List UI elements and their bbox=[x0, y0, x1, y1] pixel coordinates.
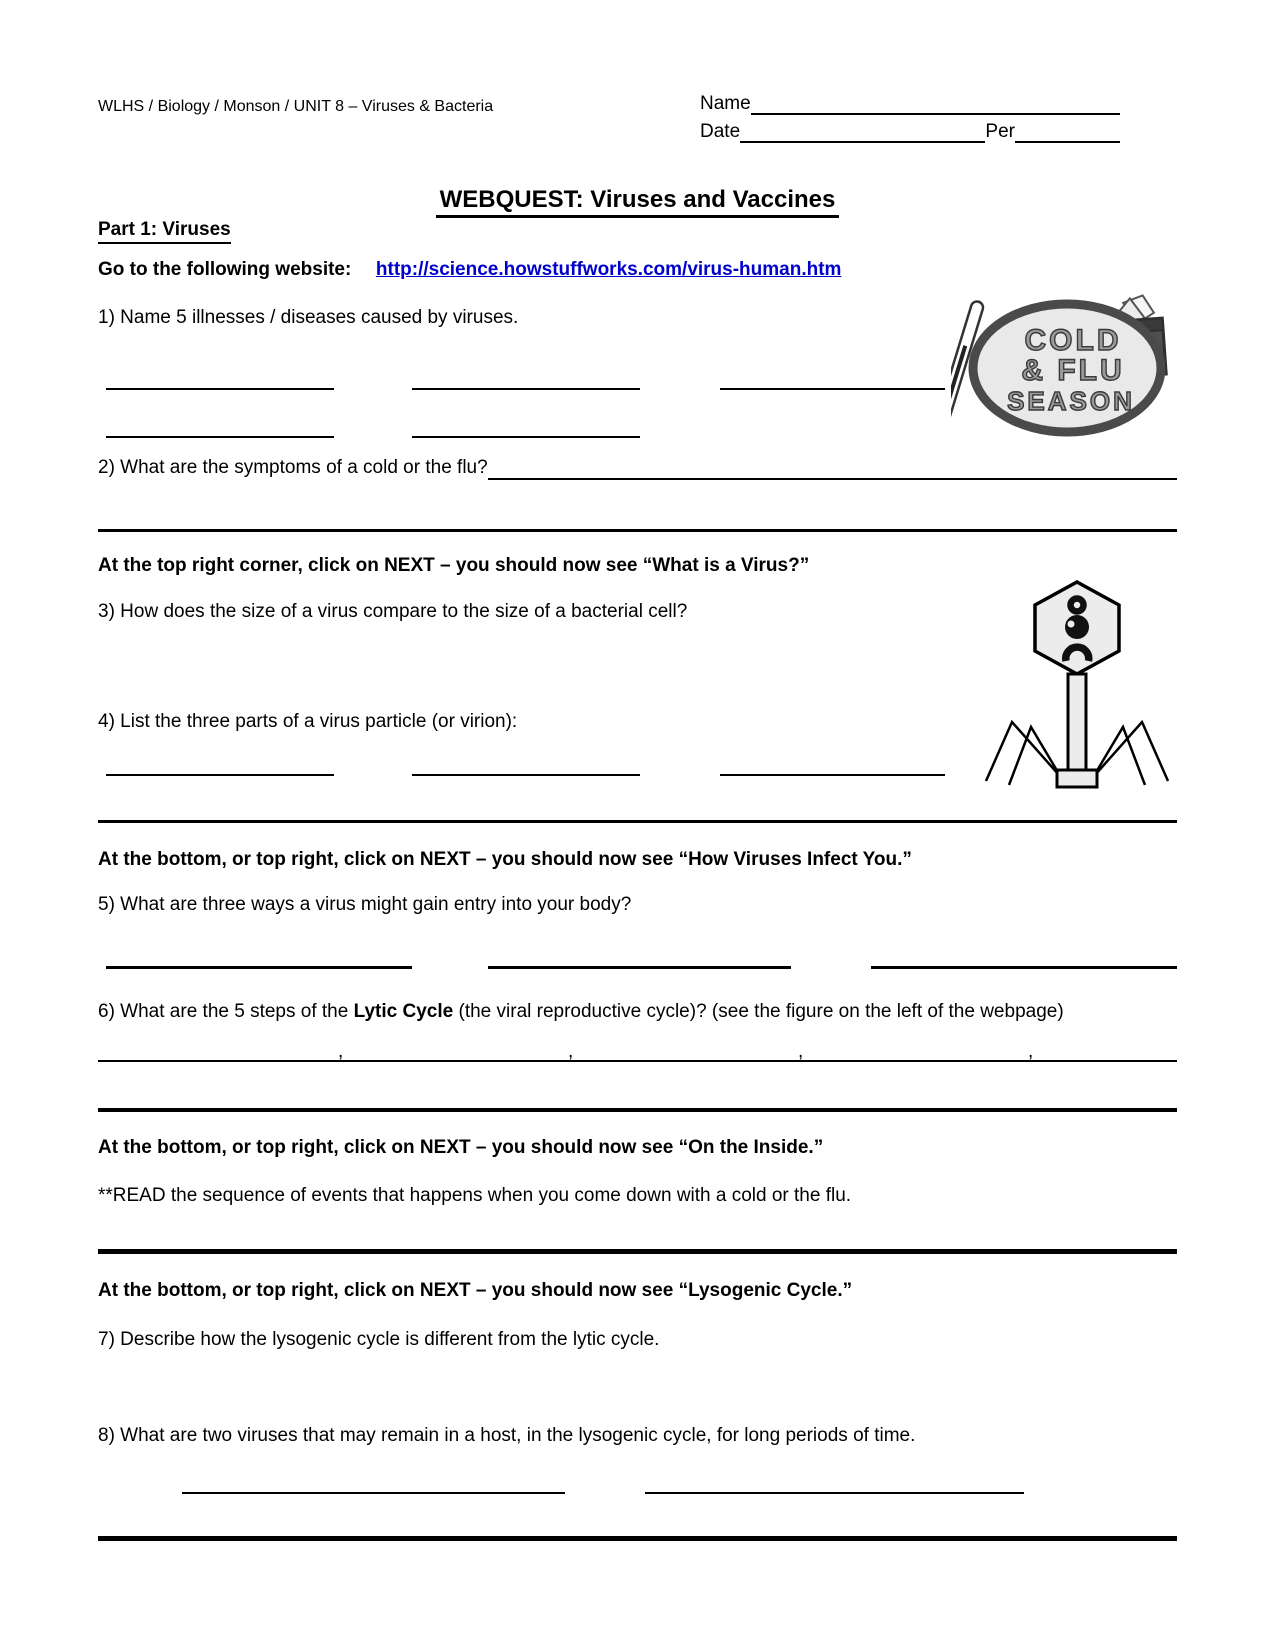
answer-blank bbox=[106, 966, 412, 969]
sign-text bbox=[1007, 324, 1135, 416]
answer-blank bbox=[871, 966, 1177, 969]
website-link[interactable]: http://science.howstuffworks.com/virus-human.htm bbox=[375, 259, 842, 280]
name-row bbox=[700, 92, 1120, 115]
question-7: 7) Describe how the lysogenic cycle is different from the lytic cycle. bbox=[98, 1329, 660, 1350]
phage-tail bbox=[1068, 674, 1086, 772]
five-steps-blank-line bbox=[98, 1040, 1177, 1062]
instruction-4: At the bottom, or top right, click on NEXT – you should now see “Lysogenic Cycle.” bbox=[98, 1280, 853, 1301]
date-label: Date bbox=[700, 121, 741, 142]
name-blank bbox=[751, 92, 1120, 115]
answer-blank bbox=[645, 1492, 1024, 1494]
date-row bbox=[700, 120, 1120, 143]
answer-line bbox=[98, 529, 1177, 532]
page-title: WEBQUEST: Viruses and Vaccines bbox=[98, 186, 1177, 218]
answer-blank bbox=[488, 457, 1177, 480]
answer-blank bbox=[182, 1492, 565, 1494]
website-prompt: Go to the following website: bbox=[98, 259, 352, 280]
section-divider bbox=[98, 820, 1177, 823]
question-2: 2) What are the symptoms of a cold or the flu? bbox=[98, 457, 488, 478]
answer-blank bbox=[106, 388, 334, 390]
question-4: 4) List the three parts of a virus particle (or virion): bbox=[98, 711, 518, 732]
answer-blank bbox=[412, 388, 640, 390]
question-1: 1) Name 5 illnesses / diseases caused by viruses. bbox=[98, 307, 519, 328]
section-divider bbox=[98, 1249, 1177, 1254]
per-label: Per bbox=[985, 121, 1015, 142]
bacteriophage-clipart bbox=[935, 575, 1185, 793]
question-3: 3) How does the size of a virus compare to the size of a bacterial cell? bbox=[98, 601, 688, 622]
answer-blank bbox=[412, 774, 640, 776]
website-line bbox=[98, 258, 841, 282]
svg-text:& FLU: & FLU bbox=[1021, 354, 1125, 387]
read-note: **READ the sequence of events that happens when you come down with a cold or the flu. bbox=[98, 1185, 852, 1206]
per-blank bbox=[1015, 120, 1120, 143]
page-bottom-divider bbox=[98, 1536, 1177, 1541]
question-5: 5) What are three ways a virus might gain entry into your body? bbox=[98, 894, 632, 915]
question-8: 8) What are two viruses that may remain in a host, in the lysogenic cycle, for long periods of time. bbox=[98, 1425, 916, 1446]
svg-text:SEASON: SEASON bbox=[1007, 386, 1135, 416]
comma-separator: , bbox=[338, 1041, 344, 1062]
comma-separator: , bbox=[1028, 1041, 1034, 1062]
comma-separator: , bbox=[798, 1041, 804, 1062]
answer-blank bbox=[106, 436, 334, 438]
phage-baseplate bbox=[1057, 770, 1097, 787]
cold-flu-season-clipart bbox=[951, 288, 1175, 454]
name-label: Name bbox=[700, 93, 751, 114]
question-6: 6) What are the 5 steps of the Lytic Cycle (the viral reproductive cycle)? (see the figure on the left of the webpage) bbox=[98, 1001, 1064, 1022]
date-blank bbox=[740, 120, 985, 143]
answer-blank bbox=[720, 774, 945, 776]
instruction-1: At the top right corner, click on NEXT – you should now see “What is a Virus?” bbox=[98, 555, 810, 576]
answer-blank bbox=[106, 774, 334, 776]
instruction-3: At the bottom, or top right, click on NEXT – you should now see “On the Inside.” bbox=[98, 1137, 824, 1158]
instruction-2: At the bottom, or top right, click on NEXT – you should now see “How Viruses Infect You.” bbox=[98, 849, 912, 870]
header-course-info: WLHS / Biology / Monson / UNIT 8 – Viruses & Bacteria bbox=[98, 98, 494, 115]
svg-text:COLD: COLD bbox=[1024, 324, 1122, 357]
question-2-row bbox=[98, 456, 1177, 480]
lytic-cycle-term: Lytic Cycle bbox=[353, 1001, 454, 1022]
section-divider bbox=[98, 1108, 1177, 1112]
answer-blank bbox=[720, 388, 945, 390]
part-1-heading: Part 1: Viruses bbox=[98, 219, 231, 244]
comma-separator: , bbox=[568, 1041, 574, 1062]
answer-blank bbox=[488, 966, 791, 969]
answer-blank bbox=[412, 436, 640, 438]
